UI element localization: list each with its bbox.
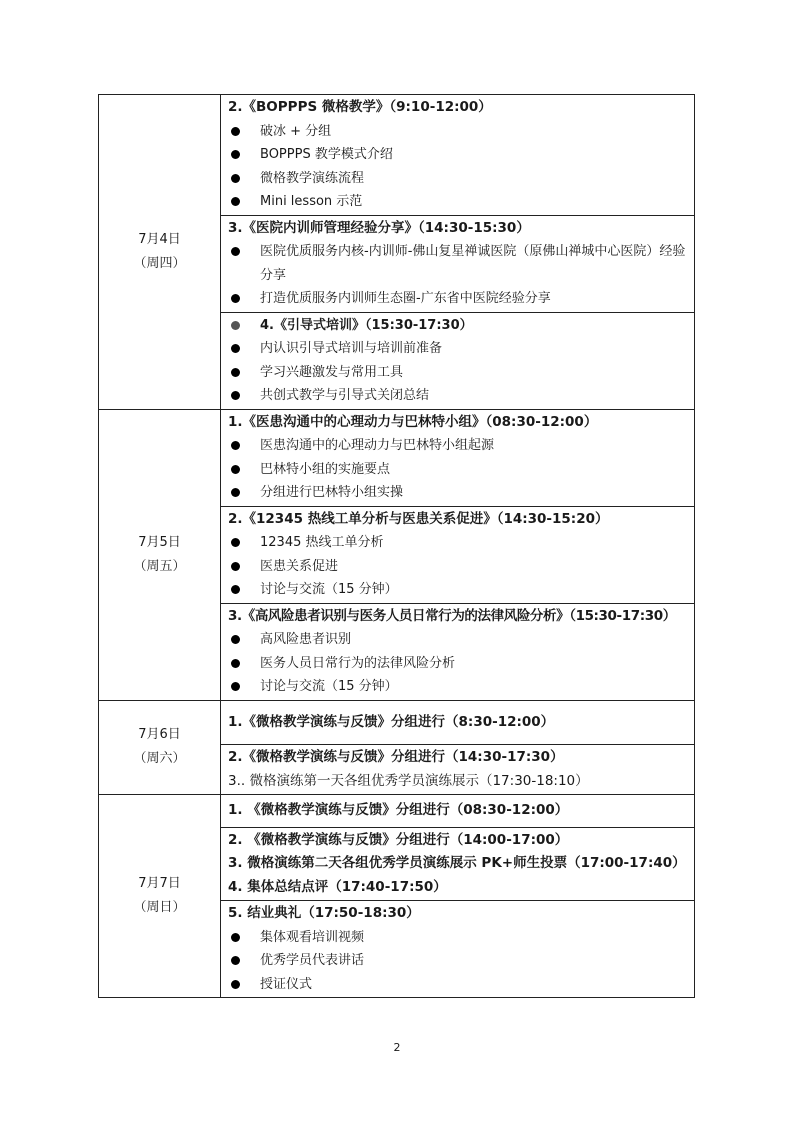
session-line: 3. 微格演练第二天各组优秀学员演练展示 PK+师生投票（17:00-17:40） xyxy=(228,855,686,871)
list-item: 医务人员日常行为的法律风险分析 xyxy=(228,652,694,676)
list-item: 优秀学员代表讲话 xyxy=(228,949,694,973)
session-title: 3.《医院内训师管理经验分享》（14:30-15:30） xyxy=(228,219,530,236)
session-title: 2.《BOPPPS 微格教学》（9:10-12:00） xyxy=(228,99,492,115)
bullet-icon xyxy=(231,933,240,942)
bullet-icon xyxy=(231,344,240,353)
session-title: 5. 结业典礼（17:50-18:30） xyxy=(228,905,420,921)
list-item: 高风险患者识别 xyxy=(228,628,694,652)
session-title: 1.《微格教学演练与反馈》分组进行（8:30-12:00） xyxy=(228,713,555,730)
bullet-icon xyxy=(231,980,240,989)
list-item: 巴林特小组的实施要点 xyxy=(228,458,694,482)
bullet-icon xyxy=(231,391,240,400)
list-item: 医院优质服务内核-内训师-佛山复星禅诚医院（原佛山禅城中心医院）经验分享 xyxy=(228,240,694,287)
weekday-label: （周日） xyxy=(133,900,186,915)
bullet-icon xyxy=(231,585,240,594)
bullet-icon xyxy=(231,174,240,183)
bullet-icon xyxy=(231,538,240,547)
bullet-icon xyxy=(231,562,240,571)
bullet-icon xyxy=(231,127,240,136)
weekday-label: （周六） xyxy=(133,751,186,767)
list-item: 学习兴趣激发与常用工具 xyxy=(228,361,694,385)
session-title: 2.《微格教学演练与反馈》分组进行（14:30-17:30） xyxy=(228,749,564,765)
bullet-icon xyxy=(231,441,240,450)
session-cell xyxy=(221,312,695,409)
list-item: Mini lesson 示范 xyxy=(228,190,694,214)
session-title: 1.《医患沟通中的心理动力与巴林特小组》（08:30-12:00） xyxy=(228,413,598,430)
date-cell xyxy=(99,95,221,410)
date-cell xyxy=(99,409,221,700)
session-title: 1. 《微格教学演练与反馈》分组进行（08:30-12:00） xyxy=(228,802,569,818)
bullet-icon xyxy=(231,197,240,206)
list-item: 共创式教学与引导式关闭总结 xyxy=(228,384,694,408)
list-item: 集体观看培训视频 xyxy=(228,926,694,950)
session-title: 2. 《微格教学演练与反馈》分组进行（14:00-17:00） xyxy=(228,831,569,848)
date-label: 7月5日 xyxy=(138,534,181,550)
session-cell xyxy=(221,745,695,795)
session-line: 3.. 微格演练第一天各组优秀学员演练展示（17:30-18:10） xyxy=(228,772,589,789)
date-cell xyxy=(99,700,221,795)
table-row xyxy=(99,700,695,745)
schedule-table xyxy=(98,94,695,998)
list-item: 授证仪式 xyxy=(228,973,694,997)
date-label: 7月7日 xyxy=(138,876,181,891)
bullet-icon xyxy=(231,488,240,497)
bullet-icon xyxy=(231,465,240,474)
bullet-icon xyxy=(231,635,240,644)
table-row xyxy=(99,95,695,216)
session-cell xyxy=(221,95,695,216)
bullet-icon xyxy=(231,321,240,330)
bullet-icon xyxy=(231,659,240,668)
session-cell xyxy=(221,827,695,901)
list-item: 讨论与交流（15 分钟） xyxy=(228,578,694,602)
list-item: BOPPPS 教学模式介绍 xyxy=(228,143,694,167)
session-cell xyxy=(221,795,695,828)
date-label: 7月4日 xyxy=(138,231,181,247)
session-title: 4.《引导式培训》（15:30-17:30） xyxy=(260,317,473,333)
list-item: 12345 热线工单分析 xyxy=(228,531,694,555)
bullet-icon xyxy=(231,247,240,256)
session-cell xyxy=(221,700,695,745)
bullet-icon xyxy=(231,682,240,691)
list-item: 医患沟通中的心理动力与巴林特小组起源 xyxy=(228,434,694,458)
bullet-icon xyxy=(231,368,240,377)
date-label: 7月6日 xyxy=(138,727,181,743)
session-cell xyxy=(221,215,695,312)
list-item: 打造优质服务内训师生态圈-广东省中医院经验分享 xyxy=(228,287,694,311)
session-cell xyxy=(221,901,695,998)
list-item: 讨论与交流（15 分钟） xyxy=(228,675,694,699)
list-item: 医患关系促进 xyxy=(228,555,694,579)
page-number: 2 xyxy=(393,1041,401,1054)
list-item: 微格教学演练流程 xyxy=(228,167,694,191)
table-row xyxy=(99,409,695,506)
date-cell xyxy=(99,795,221,998)
list-item: 内认识引导式培训与培训前准备 xyxy=(228,337,694,361)
bullet-icon xyxy=(231,956,240,965)
session-title-row xyxy=(228,314,694,338)
session-cell xyxy=(221,506,695,603)
table-row xyxy=(99,795,695,828)
session-cell xyxy=(221,409,695,506)
session-title: 2.《12345 热线工单分析与医患关系促进》（14:30-15:20） xyxy=(228,510,609,527)
weekday-label: （周五） xyxy=(133,558,186,574)
bullet-icon xyxy=(231,294,240,303)
list-item: 分组进行巴林特小组实操 xyxy=(228,481,694,505)
bullet-icon xyxy=(231,150,240,159)
session-line: 4. 集体总结点评（17:40-17:50） xyxy=(228,878,447,895)
weekday-label: （周四） xyxy=(133,255,186,271)
session-title: 3.《高风险患者识别与医务人员日常行为的法律风险分析》（15:30-17:30） xyxy=(228,607,676,624)
list-item: 破冰 + 分组 xyxy=(228,120,694,144)
session-cell xyxy=(221,603,695,700)
